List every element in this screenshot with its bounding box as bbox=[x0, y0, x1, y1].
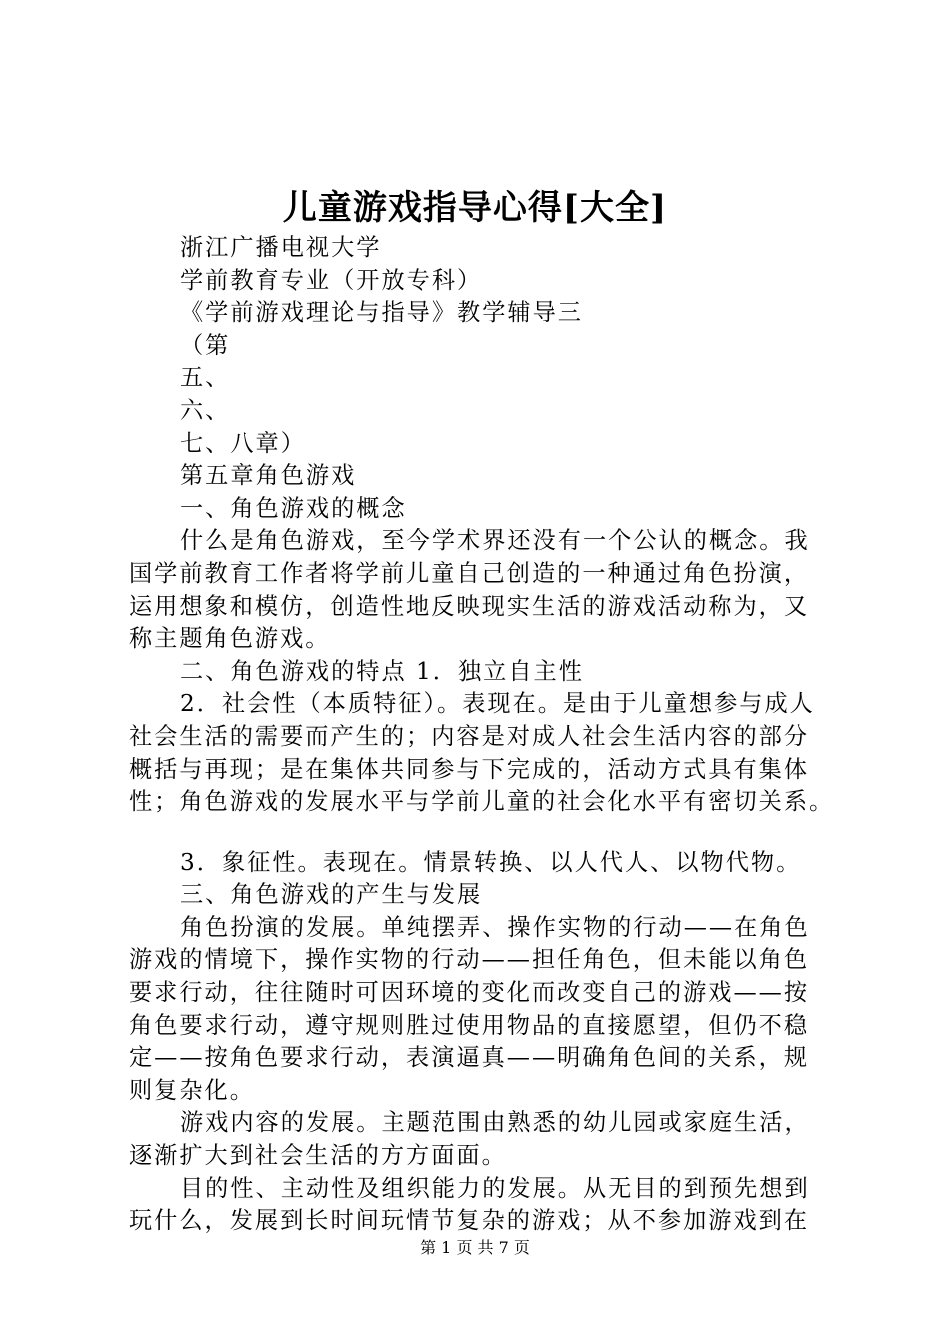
text-line: 五、 bbox=[180, 364, 231, 392]
document-title: 儿童游戏指导心得[大全] bbox=[282, 188, 668, 228]
paragraph-line: 逐渐扩大到社会生活的方方面面。 bbox=[129, 1142, 507, 1170]
section-heading: 二、角色游戏的特点 1．独立自主性 bbox=[180, 657, 584, 685]
paragraph-line: 称主题角色游戏。 bbox=[129, 625, 331, 653]
document-body bbox=[129, 232, 839, 1238]
paragraph-line: 概括与再现；是在集体共同参与下完成的，活动方式具有集体 bbox=[129, 755, 810, 783]
text-line: （第 bbox=[180, 331, 231, 359]
text-line: 学前教育专业（开放专科） bbox=[180, 266, 483, 294]
paragraph-line: 玩什么，发展到长时间玩情节复杂的游戏；从不参加游戏到在 bbox=[129, 1207, 810, 1235]
text-line: 七、八章） bbox=[180, 429, 306, 457]
paragraph-line: 目的性、主动性及组织能力的发展。从无目的到预先想到 bbox=[180, 1174, 810, 1202]
paragraph-line: 角色要求行动，遵守规则胜过使用物品的直接愿望，但仍不稳 bbox=[129, 1011, 810, 1039]
paragraph-line: 运用想象和模仿，创造性地反映现实生活的游戏活动称为，又 bbox=[129, 592, 810, 620]
paragraph-line: 则复杂化。 bbox=[129, 1076, 255, 1104]
paragraph-line: 国学前教育工作者将学前儿童自己创造的一种通过角色扮演， bbox=[129, 559, 810, 587]
paragraph-line: 定——按角色要求行动，表演逼真——明确角色间的关系，规 bbox=[129, 1044, 810, 1072]
paragraph-line: 2．社会性（本质特征）。表现在。是由于儿童想参与成人 bbox=[180, 690, 815, 718]
chapter-heading: 第五章角色游戏 bbox=[180, 462, 357, 490]
paragraph-line: 要求行动，往往随时可因环境的变化而改变自己的游戏——按 bbox=[129, 979, 810, 1007]
paragraph-line: 游戏的情境下，操作实物的行动——担任角色，但未能以角色 bbox=[129, 946, 810, 974]
text-line: 六、 bbox=[180, 396, 231, 424]
section-heading: 一、角色游戏的概念 bbox=[180, 494, 407, 522]
page-footer: 第 1 页 共 7 页 bbox=[420, 1238, 530, 1257]
paragraph-line: 性；角色游戏的发展水平与学前儿童的社会化水平有密切关系。 bbox=[129, 788, 835, 816]
paragraph-line: 游戏内容的发展。主题范围由熟悉的幼儿园或家庭生活， bbox=[180, 1109, 810, 1137]
paragraph-line: 3．象征性。表现在。情景转换、以人代人、以物代物。 bbox=[180, 848, 802, 876]
paragraph-line: 什么是角色游戏，至今学术界还没有一个公认的概念。我 bbox=[180, 527, 810, 555]
section-heading: 三、角色游戏的产生与发展 bbox=[180, 881, 483, 909]
paragraph-gap bbox=[129, 819, 839, 847]
text-line: 浙江广播电视大学 bbox=[180, 234, 382, 261]
paragraph-line: 角色扮演的发展。单纯摆弄、操作实物的行动——在角色 bbox=[180, 913, 810, 941]
paragraph-line: 社会生活的需要而产生的；内容是对成人社会生活内容的部分 bbox=[129, 722, 810, 750]
text-line: 《学前游戏理论与指导》教学辅导三 bbox=[180, 299, 583, 327]
